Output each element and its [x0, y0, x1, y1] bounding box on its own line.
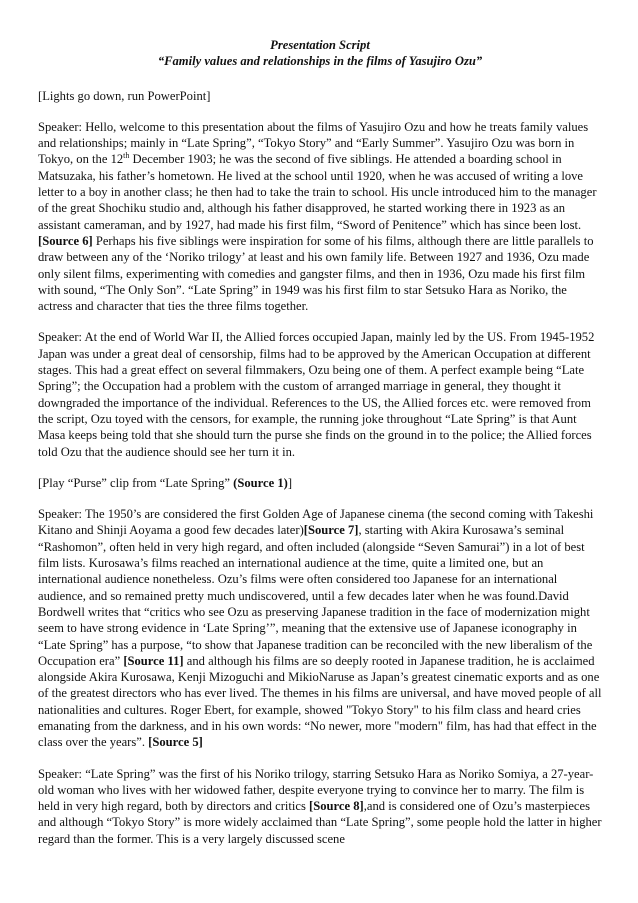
source-citation: [Source 8]	[309, 799, 364, 814]
source-citation: (Source 1)	[233, 475, 288, 490]
p1-text-b: December 1903; he was the second of five siblings. He attended a boarding school in Matsuzaka, his father’s hometown. He lived at the school until 1920, when he was accused of writing a love letter to a boy in another class; he then had to take the train to school. His uncle introduced him to the manager of the great Shochiku studio and, although his father disapproved, he started working there in 1923 as an assistant cameraman, and by 1927, had made his first film, “Sword of Penitence” which has since been lost.	[38, 152, 597, 232]
speaker-paragraph-4	[38, 766, 602, 847]
source-citation: [Source 6]	[38, 233, 93, 248]
document-title: Presentation Script	[270, 38, 370, 52]
source-citation: [Source 7]	[303, 523, 359, 538]
p4-text-b: ,and is considered one of Ozu’s masterpieces and although “Tokyo Story” is more widely acclaimed than “Late Spring”, some people hold the latter in higher regard than the former. This is a very largely discussed scene	[38, 799, 602, 846]
speaker-paragraph-2: Speaker: At the end of World War II, the Allied forces occupied Japan, mainly led by the US. From 1945-1952 Japan was under a great deal of censorship, films had to be approved by the American Occupation at different stages. This had a great effect on several filmmakers, Ozu being one of them. A perfect example being “Late Spring”; the Occupation had a problem with the custom of arranged marriage in general, they thought it downgraded the importance of the individual. References to the US, the Allied forces etc. were removed from the script, Ozu toyed with the censors, for example, the running joke throughout “Late Spring” is that Aunt Masa keeps being told that she should turn the purse she finds on the ground in to the police; the Allied forces told Ozu that the audience should see her turn it in.	[38, 330, 595, 459]
stage-cue-lights: [Lights go down, run PowerPoint]	[38, 88, 211, 103]
source-citation: [Source 11]	[123, 653, 184, 668]
speaker-paragraph-3	[38, 506, 602, 750]
cue2-text-a: [Play “Purse” clip from “Late Spring”	[38, 475, 234, 490]
p1-text-a: Speaker: Hello, welcome to this presentation about the films of Yasujiro Ozu and how he treats family values and relationships; mainly in “Late Spring”, “Tokyo Story” and “Early Summer”. Yasujiro Ozu was born in Tokyo, on the 12	[38, 119, 589, 167]
stage-cue-clip	[38, 475, 602, 491]
p3-text-c: and although his films are so deeply rooted in Japanese tradition, he is acclaimed alongside Akira Kurosawa, Kenji Mizoguchi and MikioNaruse as Japan’s greatest cinematic exports and as one of the greatest directors who has ever lived. The themes in his films are universal, and have moved people of all nationalities and cultures. Roger Ebert, for example, showed "Tokyo Story" to his film class and heard cries emanating from the darkness, and in his own words: “No newer, more "modern" film, has had that effect in the class over the years”.	[38, 653, 602, 750]
p1-text-c: Perhaps his five siblings were inspiration for some of his films, although there are little parallels to draw between any of the ‘Noriko trilogy’ at least and his own family life. Between 1927 and 1936, Ozu made only silent films, experimenting with comedies and gangster films, and then in 1936, Ozu made his first film with sound, “The Only Son”. “Late Spring” in 1949 was his first film to star Setsuko Hara as Noriko, the actress and character that ties the three films together.	[38, 233, 594, 314]
document-subtitle: “Family values and relationships in the films of Yasujiro Ozu”	[157, 54, 483, 69]
p3-text-b: , starting with Akira Kurosawa’s seminal “Rashomon”, often held in very high regard, and often included (alongside “Seven Samurai”) in a lot of best film lists. Kurosawa’s films reached an international audience at the time, quite a limited one, but an international audience nonetheless. Ozu’s films were often considered too Japanese for an international audience, and so remained pretty much undiscovered, until a few decades later when he was found.David Bordwell writes that “critics who see Ozu as preserving Japanese tradition in the face of modernization might seem to have strong evidence in ‘Late Spring’”, meaning that the extensive use of Japanese iconography in “Late Spring” has a purpose, “to show that Japanese tradition can be reconciled with the new liberalism of the Occupation era”	[38, 523, 593, 668]
source-citation: [Source 5]	[148, 735, 203, 750]
speaker-paragraph-1	[38, 119, 602, 315]
p3-text-a: Speaker: The 1950’s are considered the first Golden Age of Japanese cinema (the second coming with Takeshi Kitano and Shinji Aoyama a good few decades later)	[38, 507, 594, 538]
p1-superscript: th	[123, 151, 130, 161]
p4-text-a: Speaker: “Late Spring” was the first of his Noriko trilogy, starring Setsuko Hara as Noriko Somiya, a 27-year-old woman who lives with her widowed father, despite everyone trying to convince her to marry. The film is held in very high regard, both by directors and critics	[38, 766, 594, 814]
cue2-text-b: ]	[287, 475, 293, 490]
